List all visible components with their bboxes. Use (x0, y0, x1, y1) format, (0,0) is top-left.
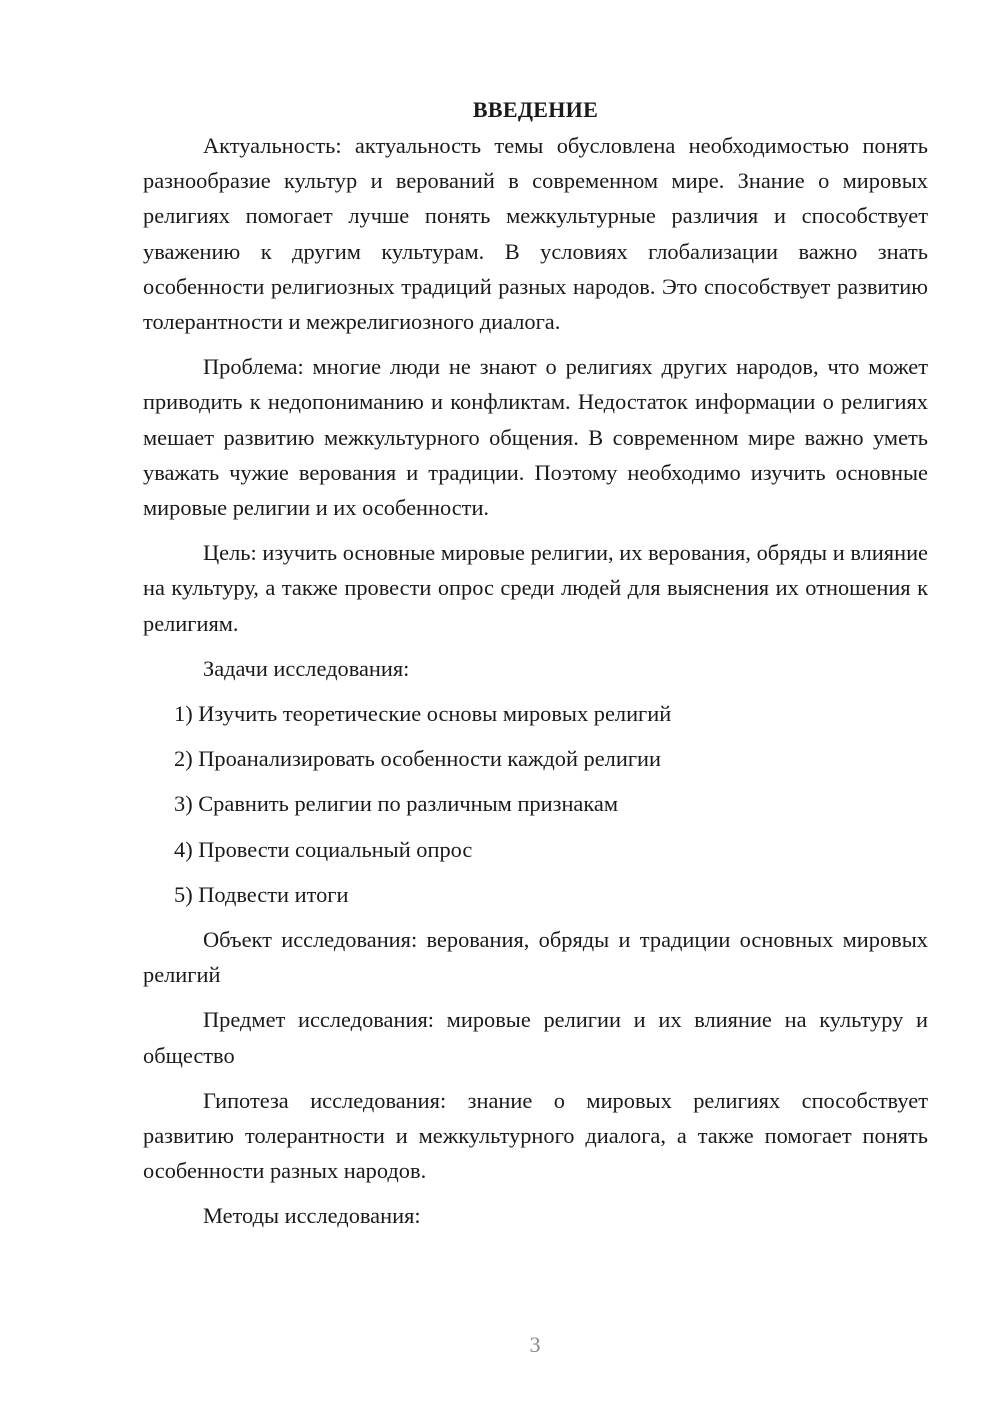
task-item: 5) Подвести итоги (174, 881, 349, 907)
hypothesis-paragraph: Гипотеза исследования: знание о мировых религиях способствует развитию толерантности и межкультурного диалога, а также помогает понять особенности разных народов. (143, 1087, 928, 1184)
object-paragraph: Объект исследования: верования, обряды и традиции основных мировых религий (143, 927, 928, 988)
methods-heading: Методы исследования: (203, 1203, 421, 1229)
tasks-list (143, 696, 928, 912)
goal-paragraph: Цель: изучить основные мировые религии, их верования, обряды и влияние на культуру, а также провести опрос среди людей для выяснения их отношения к религиям. (143, 540, 928, 636)
subject-paragraph: Предмет исследования: мировые религии и их влияние на культуру и общество (143, 1007, 928, 1068)
relevance-paragraph: Актуальность: актуальность темы обусловлена необходимостью понять разнообразие культур и верований в современном мире. Знание о мировых религиях помогает лучше понять межкультурные различия и способствует уважению к другим культурам. В условиях глобализации важно знать особенности религиозных традиций разных народов. Это способствует развитию толерантности и межрелигиозного диалога. (143, 133, 928, 335)
task-item: 2) Проанализировать особенности каждой религии (174, 746, 661, 772)
task-item: 3) Сравнить религии по различным признакам (174, 791, 619, 817)
tasks-heading: Задачи исследования: (203, 655, 410, 681)
task-item: 4) Провести социальный опрос (174, 836, 473, 862)
problem-paragraph: Проблема: многие люди не знают о религиях других народов, что может приводить к недопониманию и конфликтам. Недостаток информации о религиях мешает развитию межкультурного общения. В современном мире важно уметь уважать чужие верования и традиции. Поэтому необходимо изучить основные мировые религии и их особенности. (143, 354, 928, 521)
task-item: 1) Изучить теоретические основы мировых религий (174, 701, 672, 727)
section-heading: ВВЕДЕНИЕ (472, 97, 599, 122)
page-number: 3 (529, 1332, 541, 1357)
document-page (143, 94, 928, 1244)
